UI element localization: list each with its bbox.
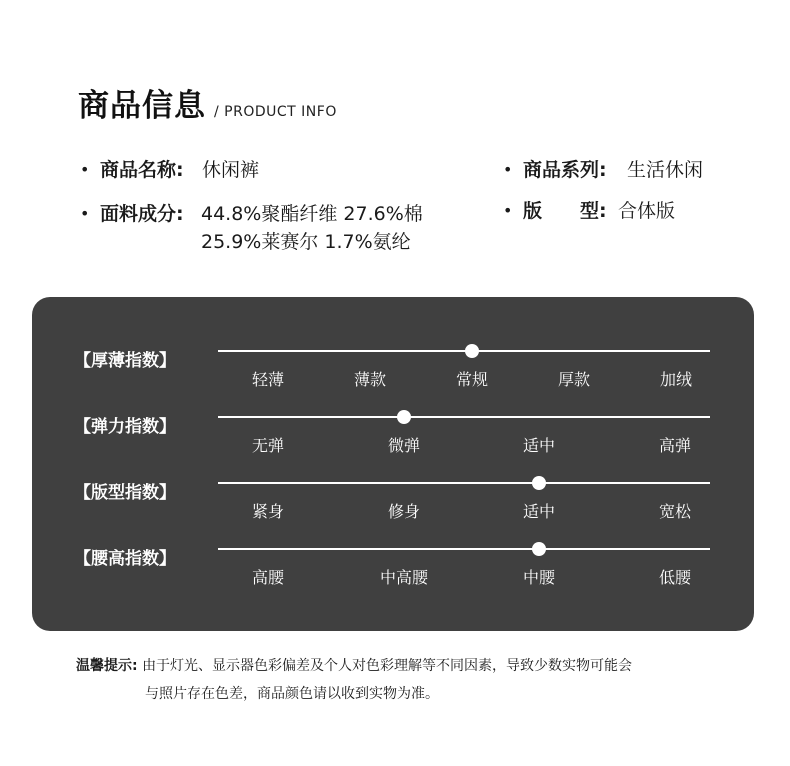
info-series-value: 生活休闲 [627, 159, 704, 181]
index-slider-track [218, 482, 710, 484]
info-fabric-value-line2: 25.9%莱赛尔 1.7%氨纶 [201, 231, 411, 253]
bullet-icon: • [80, 160, 90, 179]
index-slider-track [218, 548, 710, 550]
info-name-value: 休闲裤 [202, 159, 260, 181]
index-slider-track [218, 416, 710, 418]
index-option: 适中 [522, 436, 556, 455]
index-slider-knob [532, 476, 546, 490]
index-option: 无弹 [251, 436, 285, 455]
notice-label: 温馨提示: [76, 658, 138, 674]
index-option: 高腰 [251, 568, 285, 587]
index-option: 厚款 [557, 370, 591, 389]
index-option: 加绒 [659, 370, 693, 389]
index-option: 高弹 [658, 436, 692, 455]
index-option: 薄款 [353, 370, 387, 389]
index-option: 常规 [455, 370, 489, 389]
index-option: 紧身 [251, 502, 285, 521]
index-option: 修身 [387, 502, 421, 521]
index-option: 轻薄 [251, 370, 285, 389]
notice-line2: 与照片存在色差，商品颜色请以收到实物为准。 [145, 686, 439, 702]
notice-line1: 由于灯光、显示器色彩偏差及个人对色彩理解等不同因素，导致少数实物可能会 [142, 658, 633, 674]
index-slider-track [218, 350, 710, 352]
index-label: 【腰高指数】 [74, 549, 176, 569]
index-panel [32, 297, 754, 631]
info-fit-value: 合体版 [618, 200, 676, 222]
page-title: 商品信息 [78, 88, 206, 124]
bullet-icon: • [80, 204, 90, 223]
info-name-label: 商品名称: [100, 159, 184, 181]
index-option: 中腰 [522, 568, 556, 587]
bullet-icon: • [503, 160, 513, 179]
index-option: 中高腰 [379, 568, 429, 587]
notice [76, 652, 633, 702]
bullet-icon: • [503, 201, 513, 220]
section-title [78, 80, 337, 125]
index-label: 【版型指数】 [74, 483, 176, 503]
index-option: 宽松 [658, 502, 692, 521]
info-fabric-label: 面料成分: [100, 203, 184, 225]
index-slider-knob [465, 344, 479, 358]
index-option: 微弹 [387, 436, 421, 455]
info-series-label: 商品系列: [523, 159, 607, 181]
index-label: 【厚薄指数】 [74, 351, 176, 371]
info-fabric-value-line1: 44.8%聚酯纤维 27.6%棉 [201, 203, 423, 225]
index-slider-knob [397, 410, 411, 424]
info-fit-label: 版 型: [523, 200, 607, 222]
page-subtitle: / PRODUCT INFO [214, 104, 337, 120]
index-option: 适中 [522, 502, 556, 521]
index-option: 低腰 [658, 568, 692, 587]
index-label: 【弹力指数】 [74, 417, 176, 437]
index-slider-knob [532, 542, 546, 556]
